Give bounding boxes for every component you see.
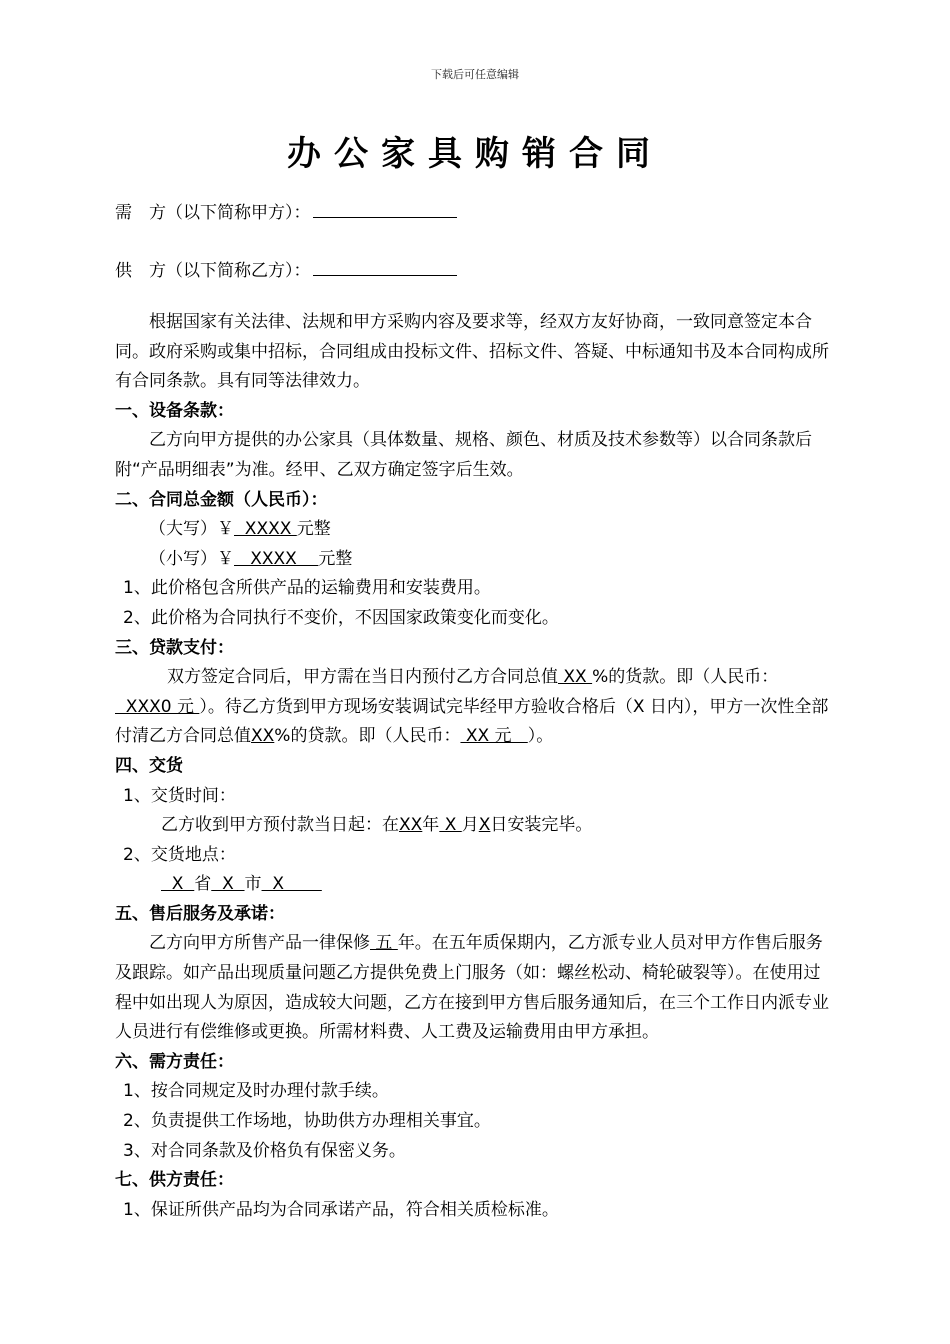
delivery-time-line bbox=[115, 811, 837, 841]
buyer-blank bbox=[313, 203, 457, 218]
xiaoxie-label: （小写）￥ bbox=[149, 548, 234, 569]
final-percent: XX bbox=[251, 726, 275, 747]
seller-line bbox=[115, 256, 457, 281]
section-6-item-1: 1、按合同规定及时办理付款手续。 bbox=[123, 1081, 389, 1102]
section-1-text: 乙方向甲方提供的办公家具（具体数量、规格、颜色、材质及技术参数等）以合同条款后附“产品明细表”为准。经甲、乙双方确定签字后生效。 bbox=[115, 430, 812, 480]
section-7-item-1: 1、保证所供产品均为合同承诺产品，符合相关质检标准。 bbox=[123, 1199, 559, 1220]
document-title: 办公家具购销合同 bbox=[287, 134, 663, 174]
location-detail: X bbox=[261, 874, 322, 895]
section-6-item-2: 2、负责提供工作场地，协助供方办理相关事宜。 bbox=[123, 1111, 491, 1132]
delivery-day: X bbox=[478, 815, 491, 836]
s5-text-2: 年。在五年质保期内，乙方派专业人员对甲方作售后服务及跟踪。如产品出现质量问题乙方提供免费上门服务（如：螺丝松动、椅轮破裂等）。在使用过程中如出现人为原因，造成较大问题，乙方在接到甲方售后服务通知后，在三个工作日内派专业人员进行有偿维修或更换。所需材料费、人工费及运输费用由甲方承担。 bbox=[115, 933, 829, 1043]
xiaoxie-value: XXXX bbox=[234, 548, 319, 569]
location-city: X bbox=[211, 874, 245, 895]
section-4-heading: 四、交货 bbox=[115, 755, 183, 776]
location-province: X bbox=[161, 874, 195, 895]
s3-text-5: ）。 bbox=[527, 726, 554, 747]
location-text-1: 省 bbox=[194, 874, 212, 895]
advance-percent: XX bbox=[558, 667, 593, 688]
section-6-item-3: 3、对合同条款及价格负有保密义务。 bbox=[123, 1140, 406, 1161]
section-5-heading: 五、售后服务及承诺： bbox=[115, 903, 285, 924]
time-text-2: 年 bbox=[422, 815, 440, 836]
advance-amount: XXX0 元 bbox=[115, 696, 200, 717]
section-2-item-1: 1、此价格包含所供产品的运输费用和安装费用。 bbox=[123, 578, 491, 599]
amount-daxie-line bbox=[115, 515, 837, 545]
section-4-item-2: 2、交货地点： bbox=[123, 844, 236, 865]
contract-body bbox=[115, 308, 837, 1225]
daxie-suffix: 元整 bbox=[296, 519, 331, 540]
section-2-item-2: 2、此价格为合同执行不变价，不因国家政策变化而变化。 bbox=[123, 607, 559, 628]
delivery-month: X bbox=[439, 815, 462, 836]
time-text-4: 日安装完毕。 bbox=[490, 815, 593, 836]
section-6-heading: 六、需方责任： bbox=[115, 1051, 234, 1072]
s3-text-1: 双方签定合同后，甲方需在当日内预付乙方合同总值 bbox=[167, 667, 558, 688]
section-7-heading: 七、供方责任： bbox=[115, 1170, 234, 1191]
final-amount: XX 元 bbox=[460, 726, 528, 747]
s3-text-2: %的货款。即（人民币： bbox=[592, 667, 779, 688]
location-text-2: 市 bbox=[244, 874, 262, 895]
section-3-heading: 三、贷款支付： bbox=[115, 637, 234, 658]
s5-text-1: 乙方向甲方所售产品一律保修 bbox=[149, 933, 370, 954]
s3-text-3: ）。待乙方货到甲方现场安装调试完毕经甲方验收合格后（X 日内），甲方一次性全部付清乙方合同总值 bbox=[115, 696, 829, 747]
time-text-3: 月 bbox=[461, 815, 479, 836]
delivery-year: XX bbox=[399, 815, 423, 836]
seller-blank bbox=[313, 261, 457, 276]
intro-paragraph: 根据国家有关法律、法规和甲方采购内容及要求等，经双方友好协商，一致同意签定本合同。政府采购或集中招标，合同组成由投标文件、招标文件、答疑、中标通知书及本合同构成所有合同条款。具有同等法律效力。 bbox=[115, 312, 829, 392]
buyer-label: 需 方（以下简称甲方）： bbox=[115, 203, 311, 223]
section-1-heading: 一、设备条款： bbox=[115, 400, 234, 421]
section-3-text bbox=[115, 663, 837, 752]
section-2-heading: 二、合同总金额（人民币）： bbox=[115, 489, 328, 510]
section-4-item-1: 1、交货时间： bbox=[123, 785, 236, 806]
s3-text-4: %的贷款。即（人民币： bbox=[274, 726, 461, 747]
xiaoxie-suffix: 元整 bbox=[318, 548, 353, 569]
daxie-label: （大写）￥ bbox=[149, 519, 234, 540]
warranty-years: 五 bbox=[370, 933, 398, 954]
section-5-text bbox=[115, 929, 837, 1047]
daxie-value: XXXX bbox=[234, 519, 297, 540]
amount-xiaoxie-line bbox=[115, 545, 837, 575]
delivery-location-line bbox=[115, 870, 837, 900]
header-note: 下载后可任意编辑 bbox=[431, 68, 519, 81]
buyer-line bbox=[115, 198, 457, 223]
time-text-1: 乙方收到甲方预付款当日起：在 bbox=[161, 815, 399, 836]
seller-label: 供 方（以下简称乙方）： bbox=[115, 261, 311, 281]
